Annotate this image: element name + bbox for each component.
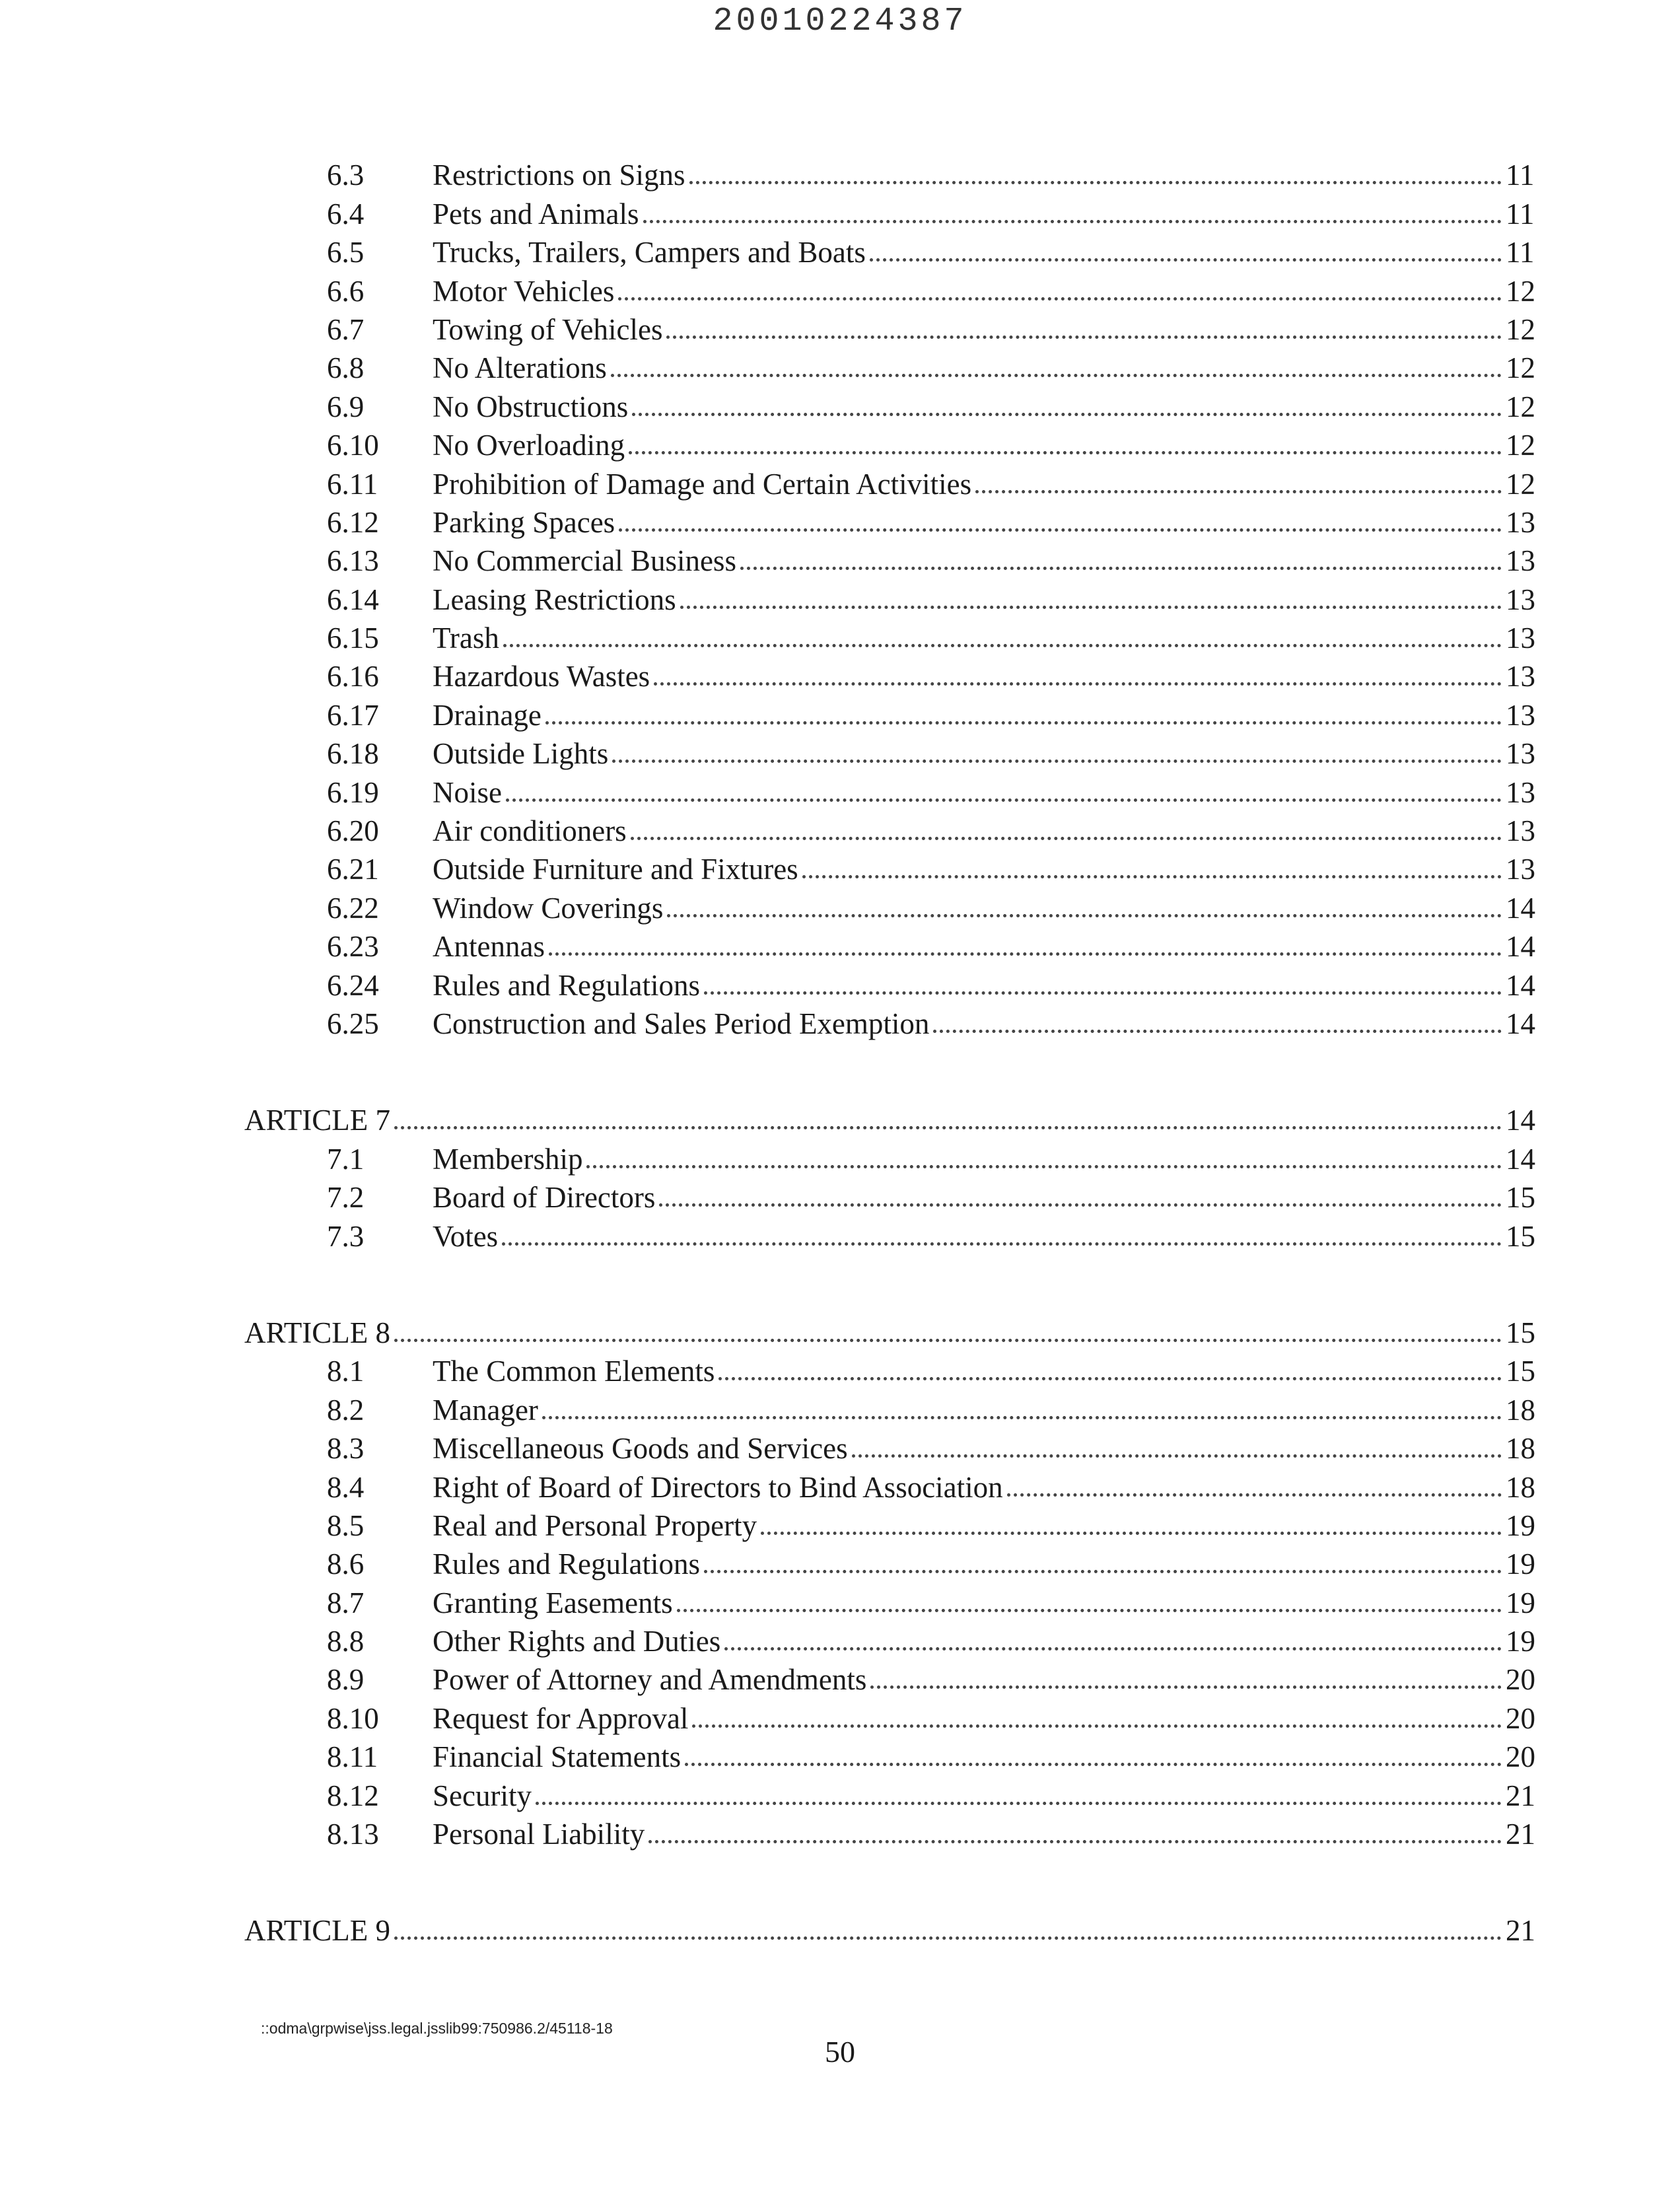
toc-entry	[244, 884, 1545, 923]
dot-leader	[852, 1454, 1502, 1458]
toc-section-number: 8.8	[327, 1625, 365, 1658]
toc-entry	[244, 267, 1545, 306]
toc-section-number: 6.24	[327, 968, 379, 1002]
toc-page-number: 18	[1506, 1393, 1535, 1427]
toc-section-number: 6.10	[327, 429, 379, 462]
toc-article-title: ARTICLE 7	[244, 1104, 391, 1137]
toc-entry	[244, 1464, 1545, 1502]
toc-entry	[244, 1734, 1545, 1772]
toc-entry	[244, 1174, 1545, 1213]
toc-section-number: 6.22	[327, 891, 379, 925]
toc-section-number: 8.1	[327, 1355, 365, 1388]
toc-section-number: 6.6	[327, 274, 365, 308]
toc-article-7	[244, 1097, 1545, 1135]
toc-section-number: 6.14	[327, 583, 379, 616]
page-number: 50	[825, 2035, 855, 2069]
toc-section-number: 6.23	[327, 930, 379, 964]
toc-section-number: 6.16	[327, 660, 379, 693]
toc-entry	[244, 576, 1545, 614]
toc-section-title: No Alterations	[433, 351, 607, 385]
toc-page-number: 13	[1506, 698, 1535, 732]
toc-section-number: 6.11	[327, 467, 378, 501]
dot-leader	[631, 837, 1502, 840]
toc-entry	[244, 460, 1545, 499]
toc-entry	[244, 962, 1545, 1000]
toc-page-number: 13	[1506, 660, 1535, 693]
toc-section-number: 6.20	[327, 814, 379, 848]
toc-entry	[244, 1001, 1545, 1039]
toc-section-number: 6.19	[327, 775, 379, 809]
toc-section-title: Pets and Animals	[433, 197, 639, 230]
toc-section-title: Real and Personal Property	[433, 1508, 757, 1542]
toc-article-9	[244, 1907, 1545, 1946]
toc-page-number: 12	[1506, 429, 1535, 462]
toc-section-number: 8.5	[327, 1508, 365, 1542]
toc-section-number: 6.12	[327, 505, 379, 539]
toc-page-number: 13	[1506, 775, 1535, 809]
dot-leader	[545, 721, 1502, 725]
toc-page-number: 14	[1506, 1104, 1535, 1137]
toc-section-number: 8.10	[327, 1701, 379, 1735]
toc-page-number: 19	[1506, 1547, 1535, 1581]
dot-leader	[870, 258, 1502, 262]
footer-file-path: ::odma\grpwise\jss.legal.jsslib99:750986.2/45118-18	[261, 2020, 613, 2037]
toc-entry	[244, 345, 1545, 383]
toc-article-title: ARTICLE 8	[244, 1316, 391, 1349]
toc-entry	[244, 1348, 1545, 1386]
toc-section-number: 8.11	[327, 1740, 378, 1774]
dot-leader	[692, 1724, 1502, 1728]
toc-entry	[244, 1425, 1545, 1464]
dot-leader	[502, 1242, 1502, 1246]
dot-leader	[618, 297, 1502, 301]
toc-section-title: Construction and Sales Period Exemption	[433, 1007, 930, 1040]
dot-leader	[933, 1030, 1502, 1033]
dot-leader	[542, 1416, 1502, 1419]
toc-section-number: 8.6	[327, 1547, 365, 1581]
toc-entry	[244, 152, 1545, 190]
dot-leader	[612, 760, 1502, 763]
toc-section-title: Granting Easements	[433, 1586, 673, 1619]
toc-entry	[244, 1579, 1545, 1617]
toc-section-number: 6.15	[327, 621, 379, 655]
toc-entry	[244, 306, 1545, 345]
toc-section-title: Rules and Regulations	[433, 968, 700, 1002]
toc-section-title: Miscellaneous Goods and Services	[433, 1432, 848, 1466]
toc-page-number: 14	[1506, 891, 1535, 925]
toc-section-title: Trucks, Trailers, Campers and Boats	[433, 236, 866, 269]
dot-leader	[680, 606, 1502, 609]
toc-page-number: 12	[1506, 351, 1535, 385]
toc-section-title: Trash	[433, 621, 499, 655]
toc-entry	[244, 1656, 1545, 1695]
dot-leader	[685, 1763, 1502, 1766]
toc-section-title: Towing of Vehicles	[433, 312, 663, 346]
toc-page-number: 13	[1506, 737, 1535, 771]
toc-section-title: Personal Liability	[433, 1818, 645, 1851]
toc-entry	[244, 615, 1545, 653]
toc-section-title: Outside Lights	[433, 737, 609, 771]
toc-section-title: Noise	[433, 775, 502, 809]
toc-section-number: 6.13	[327, 544, 379, 578]
toc-entry	[244, 653, 1545, 691]
dot-leader	[975, 490, 1502, 493]
dot-leader	[870, 1685, 1502, 1689]
dot-leader	[724, 1647, 1502, 1650]
dot-leader	[689, 181, 1502, 184]
dot-leader	[704, 1570, 1502, 1573]
toc-section-number: 8.12	[327, 1779, 379, 1812]
toc-section-title: Drainage	[433, 698, 542, 732]
toc-section-title: Financial Statements	[433, 1740, 682, 1774]
toc-section-number: 8.7	[327, 1586, 365, 1619]
toc-entry	[244, 1772, 1545, 1810]
dot-leader	[654, 682, 1502, 686]
toc-page-number: 12	[1506, 390, 1535, 423]
toc-entry	[244, 923, 1545, 962]
toc-section-title: Request for Approval	[433, 1701, 689, 1735]
dot-leader	[802, 875, 1502, 878]
dot-leader	[704, 991, 1502, 995]
toc-page-number: 14	[1506, 930, 1535, 964]
toc-section-title: Window Coverings	[433, 891, 664, 925]
dot-leader	[761, 1532, 1502, 1535]
toc-group-article-6	[244, 152, 1545, 1039]
toc-section-title: Prohibition of Damage and Certain Activities	[433, 467, 972, 501]
toc-section-title: No Commercial Business	[433, 544, 736, 578]
dot-leader	[667, 914, 1502, 917]
toc-section-number: 7.2	[327, 1181, 365, 1215]
toc-section-number: 8.13	[327, 1818, 379, 1851]
toc-section-title: Antennas	[433, 930, 545, 964]
toc-section-number: 7.3	[327, 1219, 365, 1253]
dot-leader	[394, 1936, 1502, 1940]
toc-entry	[244, 499, 1545, 538]
toc-page-number: 11	[1506, 197, 1535, 230]
toc-page-number: 20	[1506, 1663, 1535, 1697]
toc-section-title: Rules and Regulations	[433, 1547, 700, 1581]
dot-leader	[536, 1802, 1502, 1805]
toc-page-number: 15	[1506, 1219, 1535, 1253]
toc-page-number: 19	[1506, 1508, 1535, 1542]
dot-leader	[643, 220, 1502, 223]
dot-leader	[666, 336, 1502, 339]
toc-page-number: 19	[1506, 1586, 1535, 1619]
toc-entry	[244, 1503, 1545, 1541]
dot-leader	[629, 451, 1502, 454]
dot-leader	[506, 798, 1502, 802]
toc-entry	[244, 1135, 1545, 1174]
toc-page-number: 13	[1506, 621, 1535, 655]
toc-section-title: Air conditioners	[433, 814, 627, 848]
toc-page-number: 13	[1506, 505, 1535, 539]
toc-page-number: 20	[1506, 1701, 1535, 1735]
toc-page-number: 18	[1506, 1470, 1535, 1504]
toc-page-number: 15	[1506, 1355, 1535, 1388]
toc-page-number: 12	[1506, 312, 1535, 346]
toc-entry	[244, 1541, 1545, 1579]
toc-section-number: 6.7	[327, 312, 365, 346]
toc-section-title: The Common Elements	[433, 1355, 715, 1388]
toc-entry	[244, 1386, 1545, 1425]
dot-leader	[659, 1203, 1502, 1207]
toc-page-number: 21	[1506, 1914, 1535, 1948]
toc-section-title: Parking Spaces	[433, 505, 615, 539]
toc-page-number: 15	[1506, 1316, 1535, 1349]
toc-section-number: 8.9	[327, 1663, 365, 1697]
toc-entry	[244, 422, 1545, 460]
toc-section-number: 6.5	[327, 236, 365, 269]
document-id: 20010224387	[713, 3, 967, 40]
toc-section-number: 6.9	[327, 390, 365, 423]
dot-leader	[394, 1339, 1502, 1342]
toc-entry	[244, 538, 1545, 576]
toc-section-title: Leasing Restrictions	[433, 583, 676, 616]
toc-section-number: 6.3	[327, 159, 365, 192]
toc-section-title: Restrictions on Signs	[433, 159, 685, 192]
toc-page-number: 15	[1506, 1181, 1535, 1215]
dot-leader	[586, 1165, 1502, 1168]
toc-group-article-7	[244, 1135, 1545, 1251]
toc-page-number: 21	[1506, 1818, 1535, 1851]
toc-section-number: 6.8	[327, 351, 365, 385]
toc-section-number: 8.4	[327, 1470, 365, 1504]
toc-article-8	[244, 1310, 1545, 1348]
toc-section-number: 6.18	[327, 737, 379, 771]
toc-section-title: Board of Directors	[433, 1181, 656, 1215]
toc-entry	[244, 229, 1545, 267]
toc-page-number: 11	[1506, 236, 1535, 269]
toc-section-title: Power of Attorney and Amendments	[433, 1663, 867, 1697]
toc-section-title: Right of Board of Directors to Bind Association	[433, 1470, 1003, 1504]
toc-section-number: 6.17	[327, 698, 379, 732]
toc-entry	[244, 808, 1545, 846]
toc-section-title: No Obstructions	[433, 390, 629, 423]
toc-group-article-8	[244, 1348, 1545, 1849]
toc-entry	[244, 846, 1545, 884]
toc-entry	[244, 383, 1545, 421]
toc-entry	[244, 190, 1545, 229]
dot-leader	[394, 1126, 1502, 1129]
toc-section-title: Other Rights and Duties	[433, 1625, 721, 1658]
toc-section-number: 8.2	[327, 1393, 365, 1427]
toc-section-title: Hazardous Wastes	[433, 660, 650, 693]
toc-page-number: 13	[1506, 853, 1535, 886]
toc-section-title: Motor Vehicles	[433, 274, 615, 308]
toc-entry	[244, 730, 1545, 769]
toc-section-title: Security	[433, 1779, 532, 1812]
toc-entry	[244, 1811, 1545, 1849]
toc-section-number: 7.1	[327, 1142, 365, 1176]
table-of-contents	[244, 152, 1545, 1946]
toc-page-number: 19	[1506, 1625, 1535, 1658]
dot-leader	[611, 374, 1502, 377]
toc-page-number: 18	[1506, 1432, 1535, 1466]
toc-page-number: 21	[1506, 1779, 1535, 1812]
toc-section-number: 6.25	[327, 1007, 379, 1040]
toc-section-number: 8.3	[327, 1432, 365, 1466]
toc-entry	[244, 691, 1545, 730]
toc-page-number: 13	[1506, 583, 1535, 616]
dot-leader	[1007, 1493, 1502, 1497]
toc-page-number: 11	[1506, 159, 1535, 192]
dot-leader	[632, 413, 1502, 416]
toc-section-title: No Overloading	[433, 429, 625, 462]
toc-page-number: 20	[1506, 1740, 1535, 1774]
dot-leader	[503, 644, 1502, 647]
toc-entry	[244, 1695, 1545, 1733]
dot-leader	[718, 1377, 1502, 1380]
toc-section-title: Votes	[433, 1219, 499, 1253]
toc-entry	[244, 769, 1545, 807]
toc-page-number: 12	[1506, 467, 1535, 501]
toc-entry	[244, 1213, 1545, 1251]
toc-article-title: ARTICLE 9	[244, 1914, 391, 1948]
dot-leader	[740, 567, 1502, 570]
toc-section-title: Manager	[433, 1393, 538, 1427]
toc-page-number: 14	[1506, 968, 1535, 1002]
dot-leader	[677, 1609, 1502, 1612]
dot-leader	[549, 952, 1502, 956]
dot-leader	[619, 528, 1502, 532]
toc-section-number: 6.4	[327, 197, 365, 230]
toc-page-number: 14	[1506, 1007, 1535, 1040]
dot-leader	[648, 1840, 1502, 1843]
toc-section-number: 6.21	[327, 853, 379, 886]
toc-page-number: 14	[1506, 1142, 1535, 1176]
toc-section-title: Membership	[433, 1142, 583, 1176]
toc-section-title: Outside Furniture and Fixtures	[433, 853, 798, 886]
toc-page-number: 13	[1506, 544, 1535, 578]
toc-page-number: 13	[1506, 814, 1535, 848]
toc-page-number: 12	[1506, 274, 1535, 308]
toc-entry	[244, 1618, 1545, 1656]
